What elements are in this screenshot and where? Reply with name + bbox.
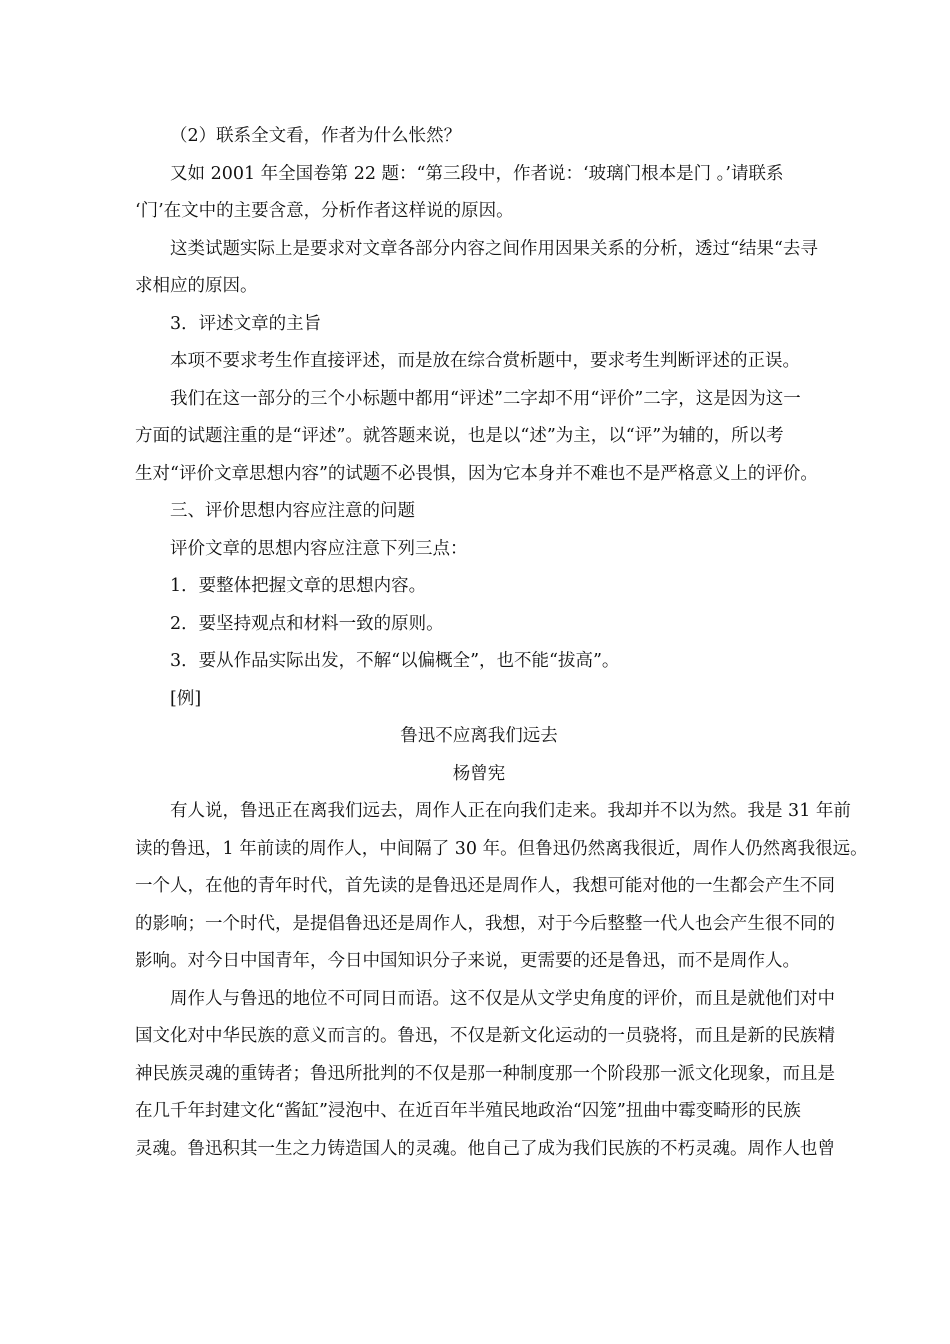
article-line: 灵魂。鲁迅积其一生之力铸造国人的灵魂。他自己了成为我们民族的不朽灵魂。周作人也曾 bbox=[135, 1138, 835, 1159]
paragraph-line: 评价文章的思想内容应注意下列三点： bbox=[170, 538, 468, 559]
paragraph-line: 求相应的原因。 bbox=[135, 276, 258, 296]
paragraph-line: 生对“评价文章思想内容”的试题不必畏惧，因为它本身并不难也不是严格意义上的评价。 bbox=[135, 463, 818, 484]
article-line: 影响。对今日中国青年，今日中国知识分子来说，更需要的还是鲁迅，而不是周作人。 bbox=[135, 951, 800, 971]
document-body bbox=[135, 118, 868, 1168]
paragraph-line: 又如 2001 年全国卷第 22 题：“第三段中，作者说：‘玻璃门根本是门 。’请联系 bbox=[170, 163, 784, 184]
article-line: 的影响；一个时代，是提倡鲁迅还是周作人，我想，对于今后整整一代人也会产生很不同的 bbox=[135, 913, 835, 934]
article-line: 有人说，鲁迅正在离我们远去，周作人正在向我们走来。我却并不以为然。我是 31 年前 bbox=[170, 801, 851, 821]
paragraph-line: 这类试题实际上是要求对文章各部分内容之间作用因果关系的分析，透过“结果“去寻 bbox=[170, 238, 818, 259]
list-item: 1．要整体把握文章的思想内容。 bbox=[170, 576, 427, 596]
article-line: 读的鲁迅，1 年前读的周作人，中间隔了 30 年。但鲁迅仍然离我很近，周作人仍然离我很远。 bbox=[135, 838, 868, 859]
question-line: （2）联系全文看，作者为什么怅然？ bbox=[170, 126, 462, 146]
article-line: 周作人与鲁迅的地位不可同日而语。这不仅是从文学史角度的评价，而且是就他们对中 bbox=[170, 988, 835, 1009]
article-line: 在几千年封建文化“酱缸”浸泡中、在近百年半殖民地政治“囚笼”扭曲中霉变畸形的民族 bbox=[135, 1101, 801, 1121]
paragraph-line: ‘门’在文中的主要含意，分析作者这样说的原因。 bbox=[135, 201, 514, 221]
article-author: 杨曾宪 bbox=[452, 763, 506, 784]
section-heading: 三、评价思想内容应注意的问题 bbox=[170, 501, 415, 521]
list-item: 3．要从作品实际出发，不解“以偏概全”，也不能“拔高”。 bbox=[170, 651, 620, 671]
paragraph-line: 方面的试题注重的是“评述”。就答题来说，也是以“述”为主，以“评”为辅的，所以考 bbox=[135, 426, 784, 446]
section-heading: 3．评述文章的主旨 bbox=[170, 313, 322, 334]
paragraph-line: 本项不要求考生作直接评述，而是放在综合赏析题中，要求考生判断评述的正误。 bbox=[170, 351, 800, 371]
example-label: [例] bbox=[170, 688, 202, 709]
article-title: 鲁迅不应离我们远去 bbox=[400, 726, 558, 746]
list-item: 2．要坚持观点和材料一致的原则。 bbox=[170, 613, 444, 634]
article-line: 神民族灵魂的重铸者；鲁迅所批判的不仅是那一种制度那一个阶段那一派文化现象，而且是 bbox=[135, 1063, 835, 1084]
paragraph-line: 我们在这一部分的三个小标题中都用“评述”二字却不用“评价”二字，这是因为这一 bbox=[170, 388, 801, 409]
article-line: 一个人，在他的青年时代，首先读的是鲁迅还是周作人，我想可能对他的一生都会产生不同 bbox=[135, 876, 835, 896]
article-line: 国文化对中华民族的意义而言的。鲁迅，不仅是新文化运动的一员骁将，而且是新的民族精 bbox=[135, 1026, 835, 1046]
